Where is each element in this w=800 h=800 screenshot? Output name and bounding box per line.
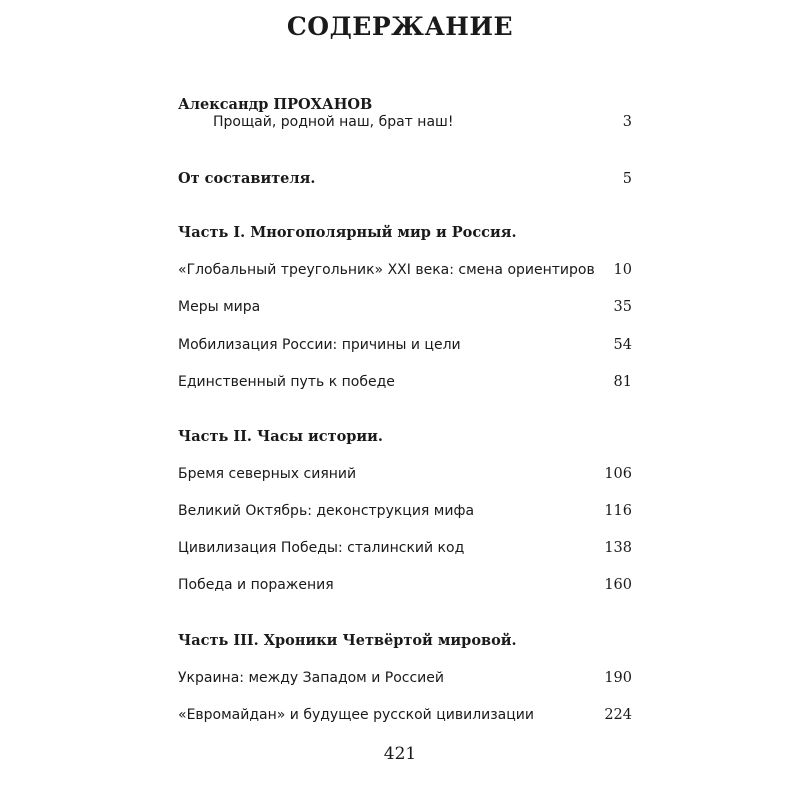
toc-entry-title: От составителя. — [178, 170, 316, 187]
toc-entry-page: 224 — [604, 707, 632, 723]
author-name: Александр ПРОХАНОВ — [178, 96, 373, 113]
toc-entry-title: Прощай, родной наш, брат наш! — [213, 114, 454, 130]
toc-entry — [178, 707, 632, 729]
toc-entry-title: «Глобальный треугольник» XXI века: смена ориентиров — [178, 262, 595, 278]
toc-entry — [178, 466, 632, 488]
toc-entry-page: 54 — [613, 337, 632, 353]
toc-entry-page: 10 — [613, 262, 632, 278]
toc-entry — [213, 114, 632, 136]
toc-entry-page: 116 — [604, 503, 632, 519]
toc-entry — [178, 374, 632, 396]
toc-entry — [178, 540, 632, 562]
toc-entry-title: Бремя северных сияний — [178, 466, 357, 482]
toc-entry-page: 160 — [604, 577, 632, 593]
toc-entry — [178, 337, 632, 359]
toc-entry-title: Меры мира — [178, 299, 261, 315]
toc-section-heading — [178, 224, 632, 246]
toc-entry-title: Цивилизация Победы: сталинский код — [178, 540, 465, 556]
toc-entry — [178, 299, 632, 321]
toc-entry-title: Украина: между Западом и Россией — [178, 670, 444, 686]
toc-entry-page: 5 — [622, 171, 632, 187]
toc-entry — [178, 262, 632, 284]
toc-section-heading — [178, 632, 632, 654]
toc-section-heading — [178, 428, 632, 450]
toc-entry-title: Единственный путь к победе — [178, 374, 395, 390]
toc-entry-title: Мобилизация России: причины и цели — [178, 337, 461, 353]
section-title: Часть II. Часы истории. — [178, 428, 383, 445]
toc-entry — [178, 503, 632, 525]
toc-entry-page: 106 — [604, 466, 632, 482]
toc-entry-page: 138 — [604, 540, 632, 556]
toc-entry — [178, 670, 632, 692]
toc-entry-title: Великий Октябрь: деконструкция мифа — [178, 503, 475, 519]
page-number: 421 — [383, 744, 417, 764]
toc-entry-page: 3 — [622, 114, 632, 130]
toc-entry-page: 81 — [613, 374, 632, 390]
toc-entry — [178, 577, 632, 599]
toc-entry-title: «Евромайдан» и будущее русской цивилизации — [178, 707, 534, 723]
section-title: Часть III. Хроники Четвёртой мировой. — [178, 632, 517, 649]
toc-entry-title: Победа и поражения — [178, 577, 334, 593]
page-title: СОДЕРЖАНИЕ — [286, 12, 514, 41]
toc-entry-page: 190 — [604, 670, 632, 686]
toc-entry — [178, 170, 632, 192]
section-title: Часть I. Многополярный мир и Россия. — [178, 224, 517, 241]
toc-entry-page: 35 — [613, 299, 632, 315]
